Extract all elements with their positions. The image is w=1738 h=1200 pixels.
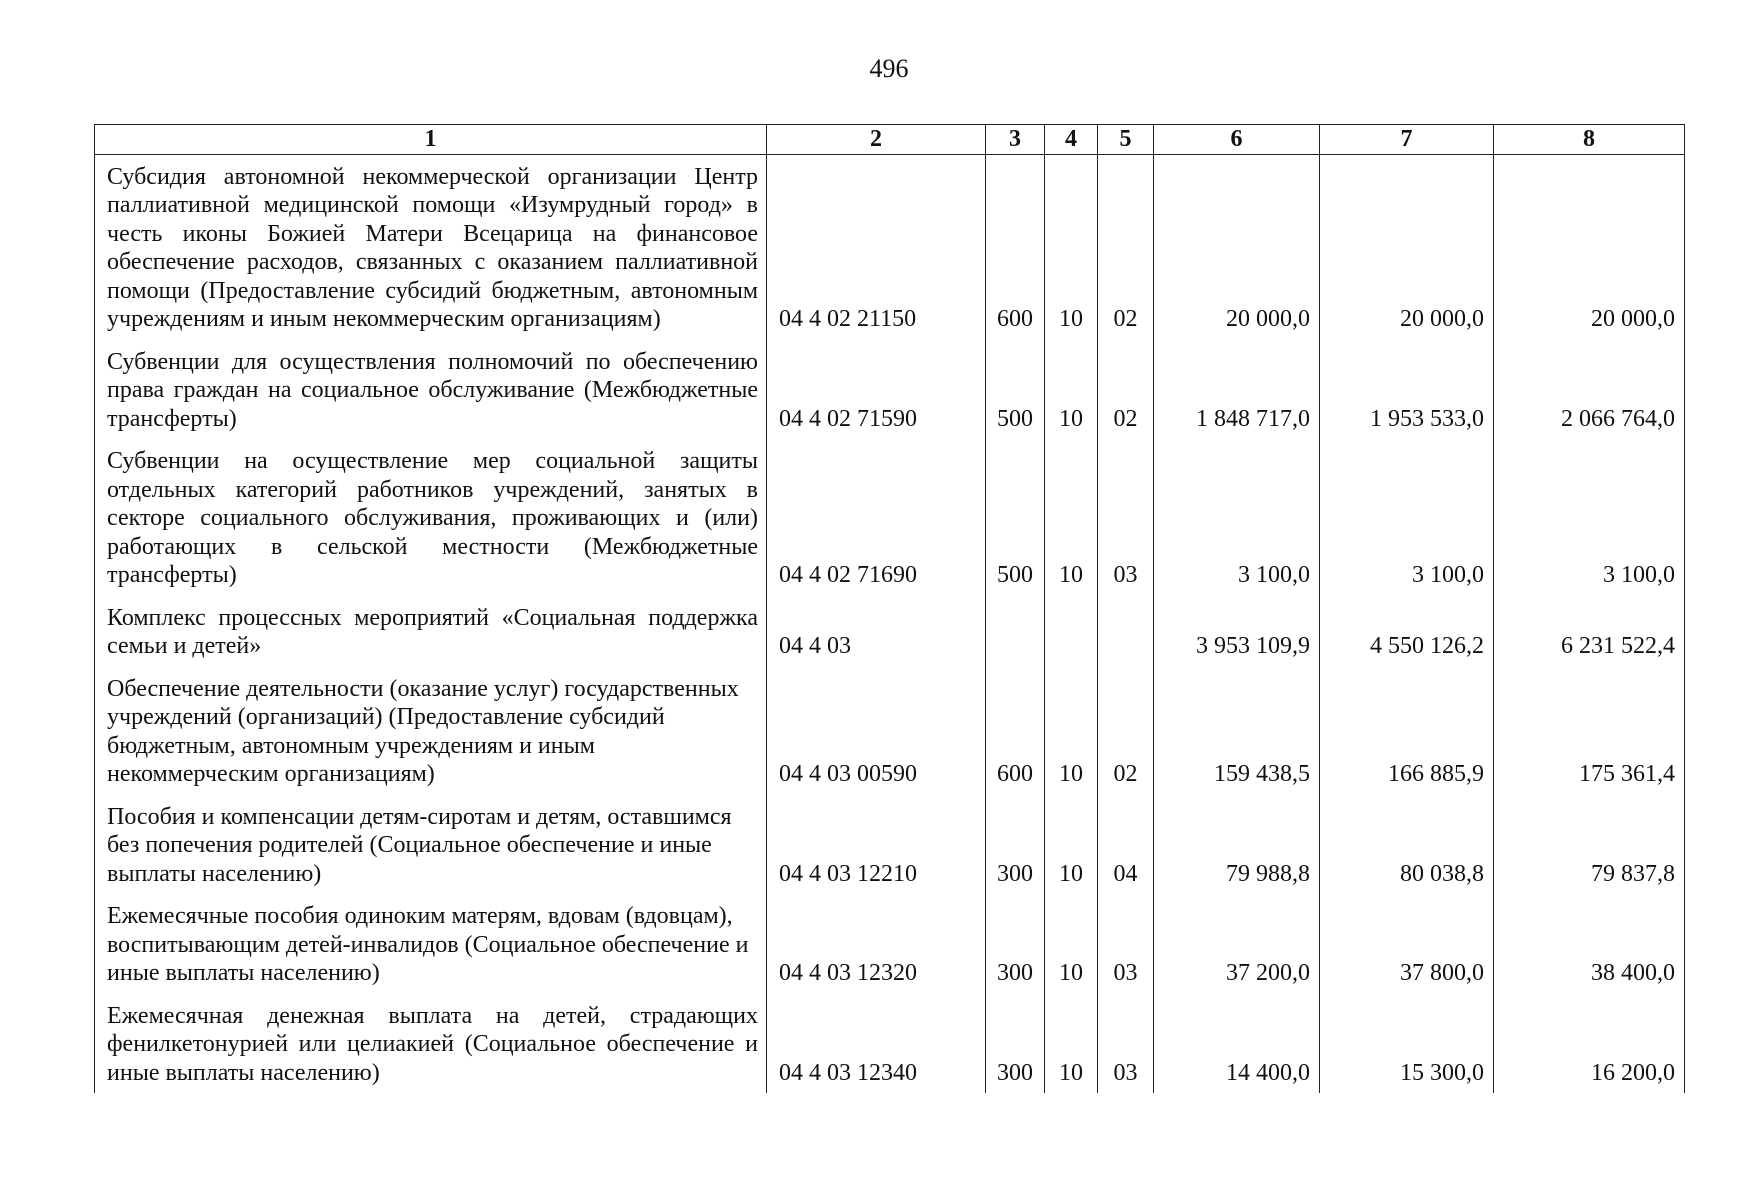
row-code: 04 4 03 12210 [767,795,986,895]
row-value-7: 15 300,0 [1320,994,1494,1094]
row-col-5 [1098,596,1154,667]
row-name: Субвенции для осуществления полномочий по обеспечению права граждан на социальное обслуживание (Межбюджетные трансферты) [95,340,767,440]
row-value-7: 4 550 126,2 [1320,596,1494,667]
row-code: 04 4 02 21150 [767,154,986,340]
row-col-5: 03 [1098,994,1154,1094]
row-value-7: 166 885,9 [1320,667,1494,795]
table-row [95,154,1685,340]
row-value-6: 3 100,0 [1154,439,1320,596]
header-col-2: 2 [767,125,986,155]
row-col-4: 10 [1045,667,1098,795]
row-value-8: 20 000,0 [1494,154,1685,340]
row-col-5: 03 [1098,894,1154,994]
table-row [95,340,1685,440]
row-col-3: 300 [986,994,1045,1094]
row-code: 04 4 02 71590 [767,340,986,440]
table-body [95,154,1685,1093]
row-code: 04 4 03 [767,596,986,667]
row-col-5: 02 [1098,154,1154,340]
row-value-8: 38 400,0 [1494,894,1685,994]
row-col-5: 04 [1098,795,1154,895]
row-col-3: 300 [986,894,1045,994]
row-value-6: 20 000,0 [1154,154,1320,340]
row-value-7: 1 953 533,0 [1320,340,1494,440]
row-value-8: 16 200,0 [1494,994,1685,1094]
row-value-6: 14 400,0 [1154,994,1320,1094]
header-col-3: 3 [986,125,1045,155]
row-code: 04 4 02 71690 [767,439,986,596]
header-col-7: 7 [1320,125,1494,155]
budget-table [94,124,1685,1093]
row-col-3: 500 [986,340,1045,440]
table-row [95,439,1685,596]
row-col-3: 300 [986,795,1045,895]
row-name: Ежемесячная денежная выплата на детей, страдающих фенилкетонурией или целиакией (Социальное обеспечение и иные выплаты населению) [95,994,767,1094]
table-row [95,667,1685,795]
row-value-6: 37 200,0 [1154,894,1320,994]
page-number: 496 [869,54,909,83]
table-row [95,994,1685,1094]
row-col-4 [1045,596,1098,667]
row-col-3: 500 [986,439,1045,596]
row-value-6: 1 848 717,0 [1154,340,1320,440]
row-value-7: 20 000,0 [1320,154,1494,340]
row-col-3 [986,596,1045,667]
row-code: 04 4 03 12320 [767,894,986,994]
row-code: 04 4 03 00590 [767,667,986,795]
row-value-8: 3 100,0 [1494,439,1685,596]
row-name: Субвенции на осуществление мер социальной защиты отдельных категорий работников учреждений, занятых в секторе социального обслуживания, проживающих и (или) работающих в сельской местности (Межбюджетные трансферты) [95,439,767,596]
row-col-3: 600 [986,667,1045,795]
header-col-5: 5 [1098,125,1154,155]
row-name: Пособия и компенсации детям-сиротам и детям, оставшимся без попечения родителей (Социальное обеспечение и иные выплаты населению) [95,795,767,895]
row-value-8: 2 066 764,0 [1494,340,1685,440]
row-name: Комплекс процессных мероприятий «Социальная поддержка семьи и детей» [95,596,767,667]
row-value-8: 6 231 522,4 [1494,596,1685,667]
row-name: Обеспечение деятельности (оказание услуг) государственных учреждений (организаций) (Предоставление субсидий бюджетным, автономным учреждениям и иным некоммерческим организациям) [95,667,767,795]
row-value-7: 3 100,0 [1320,439,1494,596]
row-col-4: 10 [1045,894,1098,994]
row-name: Ежемесячные пособия одиноким матерям, вдовам (вдовцам), воспитывающим детей-инвалидов (Социальное обеспечение и иные выплаты населению) [95,894,767,994]
row-col-4: 10 [1045,795,1098,895]
row-value-6: 159 438,5 [1154,667,1320,795]
row-value-7: 80 038,8 [1320,795,1494,895]
row-col-4: 10 [1045,439,1098,596]
row-col-4: 10 [1045,154,1098,340]
table-header [95,125,1685,155]
header-col-8: 8 [1494,125,1685,155]
table-row [95,596,1685,667]
row-col-3: 600 [986,154,1045,340]
row-name: Субсидия автономной некоммерческой организации Центр паллиативной медицинской помощи «Изумрудный город» в честь иконы Божией Матери Всецарица на финансовое обеспечение расходов, связанных с оказанием паллиативной помощи (Предоставление субсидий бюджетным, автономным учреждениям и иным некоммерческим организациям) [95,154,767,340]
row-col-5: 03 [1098,439,1154,596]
row-col-5: 02 [1098,667,1154,795]
table-row [95,894,1685,994]
row-col-4: 10 [1045,994,1098,1094]
header-col-4: 4 [1045,125,1098,155]
row-code: 04 4 03 12340 [767,994,986,1094]
table-row [95,795,1685,895]
header-col-1: 1 [95,125,767,155]
header-col-6: 6 [1154,125,1320,155]
row-col-4: 10 [1045,340,1098,440]
row-value-7: 37 800,0 [1320,894,1494,994]
header-row [95,125,1685,155]
row-value-8: 79 837,8 [1494,795,1685,895]
row-value-6: 3 953 109,9 [1154,596,1320,667]
row-value-8: 175 361,4 [1494,667,1685,795]
row-value-6: 79 988,8 [1154,795,1320,895]
row-col-5: 02 [1098,340,1154,440]
